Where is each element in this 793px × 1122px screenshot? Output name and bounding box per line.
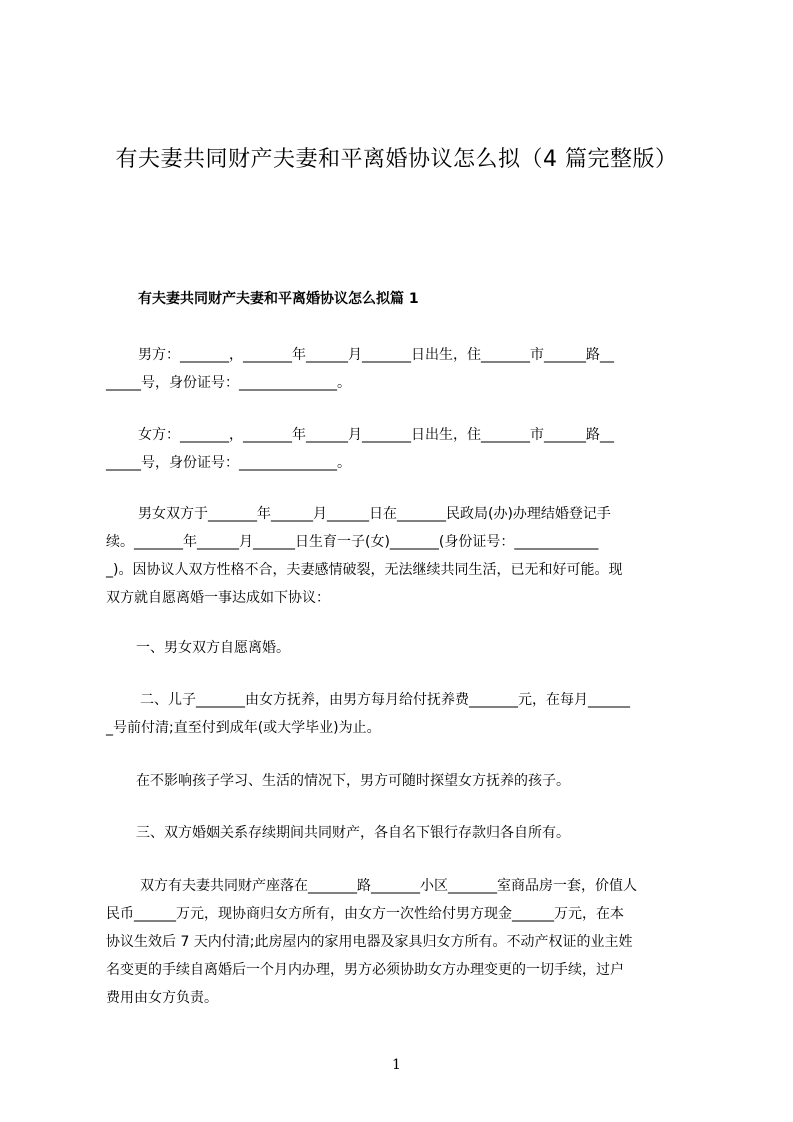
paragraph-line: 男方：_______，_______年______月_______日出生，住_______市______路__ [138, 347, 614, 363]
paragraph-line: 双方就自愿离婚一事达成如下协议： [106, 590, 330, 606]
paragraph-line: 在不影响孩子学习、生活的情况下，男方可随时探望女方抚养的孩子。 [136, 773, 570, 789]
paragraph-line: _____号，身份证号：______________。 [106, 455, 351, 471]
document-title: 有夫妻共同财产夫妻和平离婚协议怎么拟（4 篇完整版） [115, 147, 678, 172]
paragraph-line: 费用由女方负责。 [106, 990, 218, 1006]
paragraph-line: 协议生效后 7 天内付清;此房屋内的家用电器及家具归女方所有。不动产权证的业主姓 [106, 934, 633, 950]
paragraph-line: 女方：_______，_______年______月_______日出生，住_______市______路__ [138, 427, 614, 443]
paragraph-line: _号前付清;直至付到成年(或大学毕业)为止。 [106, 720, 381, 736]
paragraph-line: 双方有夫妻共同财产座落在_______路_______小区_______室商品房一套，价值人 [140, 878, 637, 894]
paragraph-line: 民币______万元，现协商归女方所有，由女方一次性给付男方现金______万元，在本 [106, 906, 624, 922]
page-number: 1 [392, 1057, 401, 1073]
section-heading: 有夫妻共同财产夫妻和平离婚协议怎么拟篇 1 [138, 291, 419, 307]
paragraph-line: 三、双方婚姻关系存续期间共同财产，各自名下银行存款归各自所有。 [136, 825, 570, 841]
paragraph-line: 二、儿子_______由女方抚养，由男方每月给付抚养费_______元，在每月______ [140, 692, 630, 708]
paragraph-line: 一、男女双方自愿离婚。 [136, 640, 290, 656]
paragraph-line: _____号，身份证号：______________。 [106, 375, 351, 391]
paragraph-line: _)。因协议人双方性格不合，夫妻感情破裂，无法继续共同生活，已无和好可能。现 [106, 562, 623, 578]
paragraph-line: 名变更的手续自离婚后一个月内办理，男方必须协助女方办理变更的一切手续，过户 [106, 962, 624, 978]
paragraph-line: 续。_______年______月______日生育一子(女)_______(身份证号：____________ [106, 534, 599, 550]
paragraph-line: 男女双方于_______年______月______日在_______民政局(办)办理结婚登记手 [138, 506, 611, 522]
